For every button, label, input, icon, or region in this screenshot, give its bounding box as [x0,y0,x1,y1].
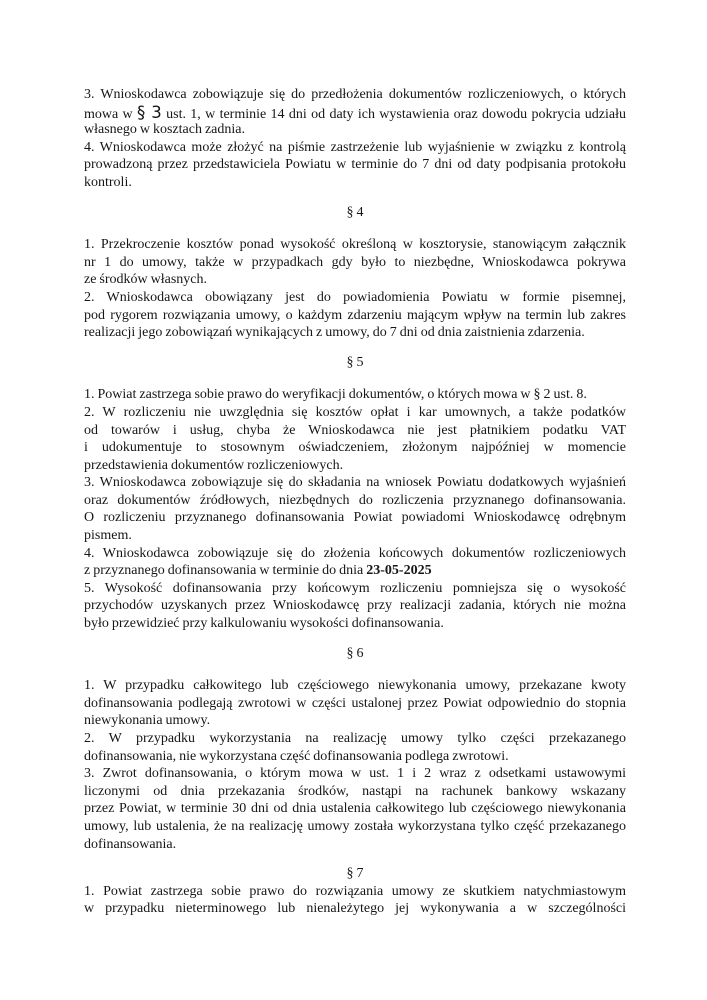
text-line: 3. Wnioskodawca zobowiązuje się do przedłożenia dokumentów rozliczeniowych, o których [84,87,626,102]
text-segment: ust. 1, w terminie 14 dni od daty ich wystawienia oraz dowodu pokrycia udziału [161,106,626,122]
text-line: pod rygorem rozwiązania umowy, o każdym zdarzeniu mającym wpływ na termin lub zakres [84,307,626,323]
text-line: od towarów i usług, chyba że Wnioskodawca nie jest płatnikiem podatku VAT [84,422,626,438]
text-line: dofinansowania. [84,836,177,852]
text-line: było przewidzieć przy kalkulowaniu wysokości dofinansowania. [84,616,444,632]
section-heading-7: § 7 [346,866,364,882]
numbered-item [84,580,626,633]
text-line: dofinansowania, nie wykorzystana część dofinansowania podlega zwrotowi. [84,748,509,764]
text-line: przez Powiat, w terminie 30 dni od dnia ustalenia całkowitego lub częściowego niewykonania [84,801,626,817]
numbered-item [84,474,626,544]
numbered-item [84,139,626,192]
text-line: niewykonania umowy. [84,713,211,729]
numbered-item [84,236,626,289]
text-line: 3. Wnioskodawca zobowiązuje się do składania na wniosek Powiatu dodatkowych wyjaśnień [84,475,626,491]
section-heading-4: § 4 [346,204,364,220]
text-line: ze środków własnych. [84,272,208,288]
section-heading-5: § 5 [346,354,364,370]
deadline-date: 23-05-2025 [366,563,432,579]
text-segment: mowa w [84,106,137,122]
text-line: i udokumentuje to stosownym oświadczeniem, złożonym najpóźniej w momencie [84,440,626,456]
numbered-item [84,730,626,765]
section-heading-6: § 6 [346,645,364,661]
text-line: liczonymi od dnia przekazania środków, nastąpi na rachunek bankowy wskazany [84,783,626,799]
text-line: 1. Przekroczenie kosztów ponad wysokość określoną w kosztorysie, stanowiącym załącznik [84,237,626,253]
text-line: 2. Wnioskodawca obowiązany jest do powiadomienia Powiatu w formie pisemnej, [84,289,626,305]
text-line: przedstawienia dokumentów rozliczeniowych. [84,457,344,473]
text-line [84,104,626,122]
text-line [84,562,626,580]
document-content [84,86,626,918]
clause-continuation [84,86,626,192]
text-line: oraz dokumentów źródłowych, niezbędnych do rozliczenia przyznanego dofinansowania. [84,492,626,508]
text-line: przychodów uzyskanych przez Wnioskodawcę przy realizacji zadania, których nie można [84,598,626,614]
text-line: O rozliczeniu przyznanego dofinansowania Powiat powiadomi Wnioskodawcę odrębnym [84,510,626,526]
numbered-item [84,883,626,918]
numbered-item [84,404,626,474]
text-line: w przypadku nieterminowego lub nienależytego jej wykonywania a w szczególności [84,901,626,917]
numbered-item [84,289,626,342]
text-line: 2. W rozliczeniu nie uwzględnia się kosztów opłat i kar umownych, a także podatków [84,404,626,420]
text-line: 4. Wnioskodawca może złożyć na piśmie zastrzeżenie lub wyjaśnienie w związku z kontrolą [84,139,626,155]
text-line: realizacji jego zobowiązań wynikających z umowy, do 7 dni od dnia zaistnienia zdarzenia. [84,325,585,341]
text-line: 4. Wnioskodawca zobowiązuje się do złożenia końcowych dokumentów rozliczeniowych [84,545,626,561]
text-line: 5. Wysokość dofinansowania przy końcowym rozliczeniu pomniejsza się o wysokość [84,580,626,596]
numbered-item [84,765,626,853]
text-line: prowadzoną przez przedstawiciela Powiatu w terminie do 7 dni od daty podpisania protokołu [84,157,626,173]
text-line: 2. W przypadku wykorzystania na realizację umowy tylko części przekazanego [84,731,626,746]
text-line: 1. Powiat zastrzega sobie prawo do rozwiązania umowy ze skutkiem natychmiastowym [84,883,626,899]
numbered-item [84,86,626,139]
text-line: 1. Powiat zastrzega sobie prawo do weryfikacji dokumentów, o których mowa w § 2 ust. 8. [84,387,587,403]
text-line: własnego w kosztach zadnia. [84,122,245,138]
text-line: kontroli. [84,174,132,190]
text-line: 3. Zwrot dofinansowania, o którym mowa w ust. 1 i 2 wraz z odsetkami ustawowymi [84,766,626,782]
text-line: pismem. [84,528,132,544]
text-line: dofinansowania podlegają zwrotowi w części ustalonej przez Powiat odpowiednio do stopnia [84,695,626,711]
text-segment: z przyznanego dofinansowania w terminie do dnia [84,563,367,579]
numbered-item [84,677,626,730]
section-3-reference: § 3 [136,103,162,122]
clause-section-6 [84,677,626,853]
numbered-item [84,386,626,404]
clause-section-4 [84,236,626,342]
text-line: nr 1 do umowy, także w przypadkach gdy było to niezbędne, Wnioskodawca pokrywa [84,254,626,270]
numbered-item [84,545,626,580]
text-line: 1. W przypadku całkowitego lub częściowego niewykonania umowy, przekazane kwoty [84,678,626,694]
text-line: umowy, lub ustalenia, że na realizację umowy została wykorzystana tylko część przekazanego [84,818,626,834]
clause-section-7 [84,883,626,918]
clause-section-5 [84,386,626,632]
